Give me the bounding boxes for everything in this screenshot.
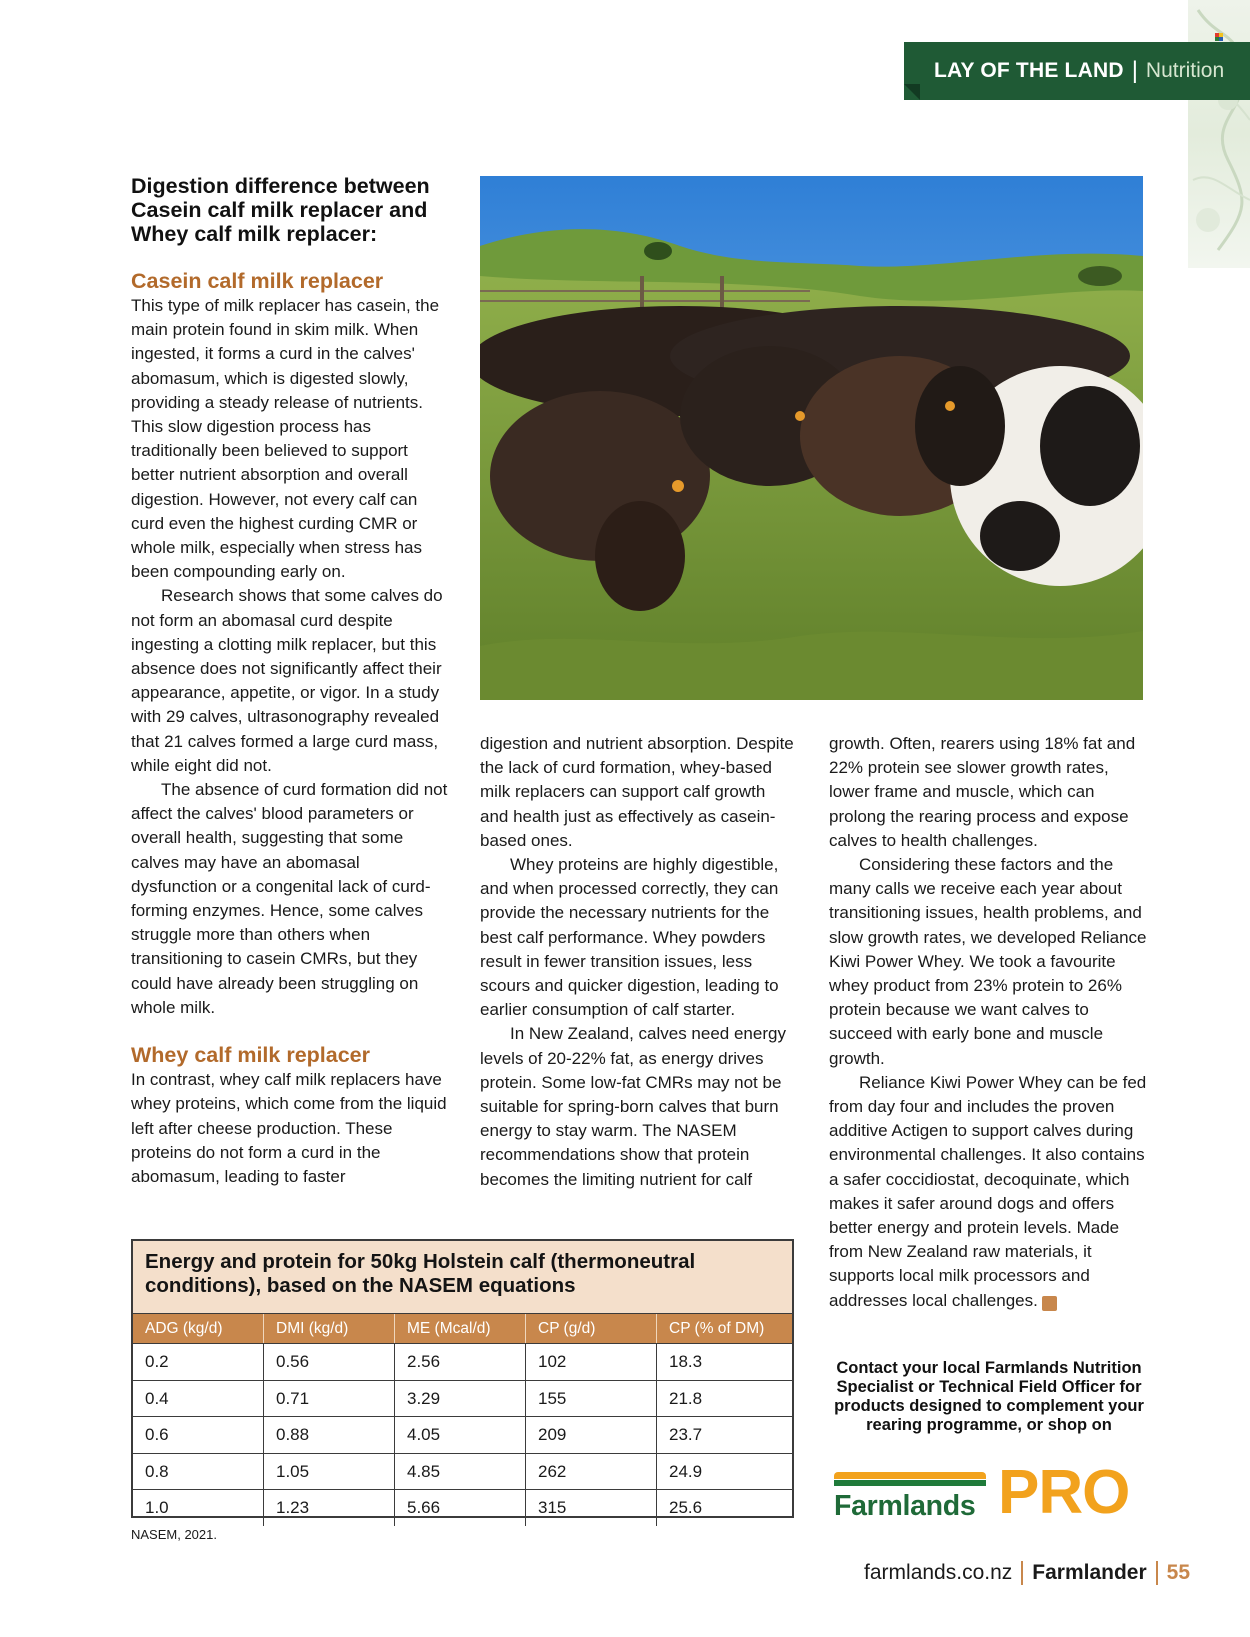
footer-separator [1021,1561,1023,1585]
farmlands-pro-logo[interactable] [834,1458,1144,1527]
logo-wordmark: Farmlands [834,1490,976,1522]
table-cell: 18.3 [669,1352,703,1371]
whey-paragraph-4: In New Zealand, calves need energy levels of 20-22% fat, as energy drives protein. Some low-fat CMRs may not be suitable for spring-born calves that burn energy to stay warm. The NASEM recommendations show that protein becomes the limiting nutrient for calf [480,1024,786,1189]
table-cell: 0.8 [133,1454,264,1490]
table-cell: 155 [526,1381,657,1417]
table-cell: 24.9 [669,1461,703,1481]
nutrition-table [131,1239,794,1518]
table-row [133,1453,792,1490]
logo-pro: PRO [998,1458,1130,1527]
table-row [133,1416,792,1453]
footer-url[interactable]: farmlands.co.nz [864,1561,1013,1584]
table-cell: 4.05 [395,1417,526,1453]
header-separator: | [1131,57,1138,84]
calves-photo [480,176,1143,700]
table-cell: 21.8 [669,1388,703,1408]
section-header [904,42,1250,100]
table-row [133,1380,792,1417]
table-header-cell: CP (g/d) [526,1314,657,1343]
table-title: Energy and protein for 50kg Holstein calf (thermoneutral conditions), based on the NASEM equations [133,1241,792,1313]
table-header-cell: DMI (kg/d) [264,1314,395,1343]
article-column-middle [480,732,798,1192]
table-cell: 23.7 [669,1425,703,1445]
farmlands-f-icon: F [1042,1296,1057,1311]
table-header-cell: ADG (kg/d) [133,1314,264,1343]
table-cell: 262 [526,1454,657,1490]
table-header-cell: ME (Mcal/d) [395,1314,526,1343]
table-source: NASEM, 2021. [131,1527,217,1542]
section-label: LAY OF THE LAND [934,59,1124,82]
page-number: 55 [1166,1561,1190,1584]
whey-paragraph-1: In contrast, whey calf milk replacers have whey proteins, which come from the liquid left after cheese production. These proteins do not form a curd in the abomasum, leading to faster [131,1070,447,1186]
table-cell: 5.66 [395,1490,526,1526]
table-header-cell: CP (% of DM) [669,1320,765,1337]
table-cell: 315 [526,1490,657,1526]
header-fold [904,84,920,100]
color-registration-mark [1215,33,1223,41]
table-header-row [133,1313,792,1343]
table-cell: 209 [526,1417,657,1453]
table-cell: 0.88 [264,1417,395,1453]
casein-paragraph-1: This type of milk replacer has casein, the main protein found in skim milk. When ingested, it forms a curd in the calves' abomasum, which is digested slowly, providing a steady release of nutrients. This slow digestion process has traditionally been believed to support better nutrient absorption and overall digestion. However, not every calf can curd even the highest curding CMR or whole milk, especially when stress has been compounding early on. [131,296,440,582]
topic-label: Nutrition [1145,59,1225,82]
page-footer [860,1561,1190,1585]
table-cell: 1.05 [264,1454,395,1490]
casein-paragraph-3: The absence of curd formation did not affect the calves' blood parameters or overall health, suggesting that some calves may have an abomasal dysfunction or a congenital lack of curd-forming enzymes. Hence, some calves struggle more than others when transitioning to casein CMRs, but they could have already been struggling on whole milk. [131,780,448,1017]
intro-heading: Digestion difference between Casein calf milk replacer and Whey calf milk replacer: [131,174,430,246]
table-row [133,1343,792,1380]
table-row [133,1489,792,1526]
whey-heading: Whey calf milk replacer [131,1043,370,1068]
table-cell: 1.23 [264,1490,395,1526]
whey-paragraph-7 [829,1071,1149,1313]
table-cell: 0.71 [264,1381,395,1417]
contact-callout: Contact your local Farmlands Nutrition Specialist or Technical Field Officer for products designed to complement your rearing programme, or shop on [834,1359,1144,1434]
table-cell: 0.4 [133,1381,264,1417]
whey-paragraph-2: digestion and nutrient absorption. Despite the lack of curd formation, whey-based milk replacers can support calf growth and health just as effectively as casein-based ones. [480,734,794,850]
footer-separator [1156,1561,1158,1585]
table-cell: 1.0 [133,1490,264,1526]
footer-magazine: Farmlander [1032,1561,1147,1584]
whey-paragraph-3: Whey proteins are highly digestible, and when processed correctly, they can provide the necessary nutrients for the best calf performance. Whey powders result in fewer transition issues, less scours and quicker digestion, leading to earlier consumption of calf starter. [480,855,779,1020]
table-cell: 3.29 [395,1381,526,1417]
logo-green-bar [834,1480,986,1486]
calves-in-paddock-photo-icon [480,176,1143,700]
logo-orange-bar [834,1472,986,1479]
whey-paragraph-6: Considering these factors and the many calls we receive each year about transitioning issues, health problems, and slow growth rates, we developed Reliance Kiwi Power Whey. We took a favourite whey product from 23% protein to 26% protein because we want calves to succeed with early bone and muscle growth. [829,855,1147,1068]
casein-paragraph-2: Research shows that some calves do not form an abomasal curd despite ingesting a clotting milk replacer, but this absence does not significantly affect their appearance, appetite, or vigor. In a study with 29 calves, ultrasonography revealed that 21 calves formed a large curd mass, while eight did not. [131,586,443,775]
whey-paragraph-5: growth. Often, rearers using 18% fat and 22% protein see slower growth rates, lower frame and muscle, which can prolong the rearing process and expose calves to health challenges. [829,734,1136,850]
table-cell: 25.6 [669,1498,703,1518]
table-cell: 102 [526,1344,657,1380]
whey-paragraph-7-text: Reliance Kiwi Power Whey can be fed from day four and includes the proven additive Actigen to support calves during environmental challenges. It also contains a safer coccidiostat, decoquinate, which makes it safer around dogs and offers better energy and protein levels. Made from New Zealand raw materials, it supports local milk processors and addresses local challenges. [829,1072,1147,1310]
casein-heading: Casein calf milk replacer [131,269,384,293]
table-cell: 4.85 [395,1454,526,1490]
table-cell: 0.6 [133,1417,264,1453]
table-cell: 2.56 [395,1344,526,1380]
table-cell: 0.2 [133,1344,264,1380]
table-cell: 0.56 [264,1344,395,1380]
article-column-left [131,174,449,1189]
article-column-right [829,732,1149,1313]
